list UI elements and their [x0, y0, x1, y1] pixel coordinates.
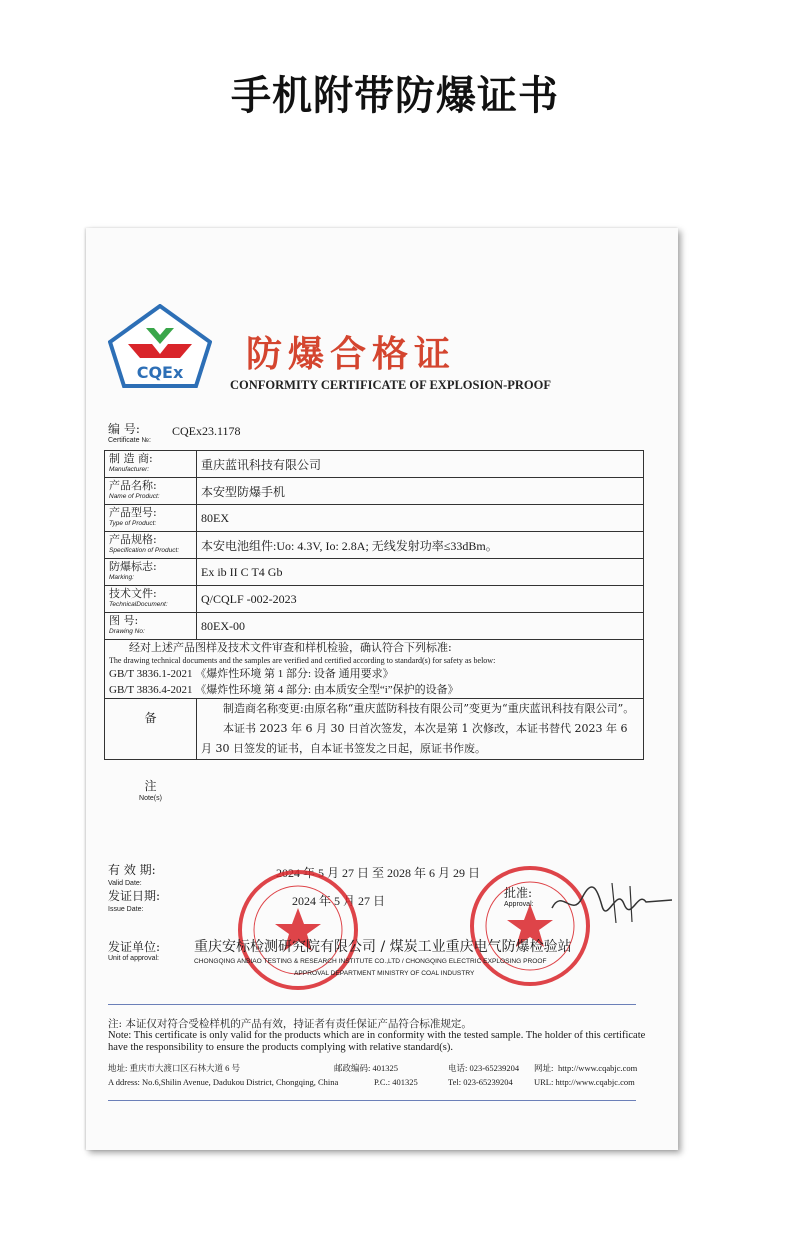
standards-intro-en: The drawing technical documents and the samples are verified and certified according to standard(s) for safety as below:: [109, 656, 496, 665]
footer-note: 注: 本证仅对符合受检样机的产品有效，持证者有责任保证产品符合标准规定。 Note: This certificate is only valid for the products which are in conformity with the tested sample. The holder of this certificate have the responsibility to ensure the products complying with relative standard(s).: [108, 1018, 646, 1053]
tech-doc-value: Q/CQLF -002-2023: [197, 586, 644, 613]
issuer-label: 发证单位: Unit of approval:: [108, 940, 161, 962]
cert-number-value: CQEx23.1178: [172, 424, 241, 438]
product-spec-value: 本安电池组件:Uo: 4.3V, Io: 2.8A; 无线发射功率≤33dBm。: [197, 532, 644, 559]
cert-number-label: 编 号: Certificate №:: [108, 422, 151, 444]
tel-en: Tel: 023-65239204: [448, 1077, 513, 1087]
certificate-title: 防爆合格证: [246, 334, 457, 375]
url-en: URL: http://www.cqabjc.com: [534, 1077, 635, 1087]
table-row: 产品名称: Name of Product: 本安型防爆手机: [105, 478, 644, 505]
divider: [108, 1004, 636, 1005]
table-row: 图 号: Drawing No: 80EX-00: [105, 613, 644, 640]
product-info-table: [104, 450, 644, 802]
signature: [542, 878, 682, 928]
url-cn: http://www.cqabjc.com: [558, 1063, 638, 1073]
standard-item: GB/T 3836.4-2021 《爆炸性环境 第 4 部分: 由本质安全型“i”保护的设备》: [109, 684, 459, 696]
issue-date-value: 2024 年 5 月 27 日: [292, 894, 386, 908]
certificate-document: CQEx 防爆合格证 CONFORMITY CERTIFICATE OF EXPLOSION-PROOF 编 号: Certificate №: CQEx23.1178 制 造 商: Manufacturer: 重庆蓝讯科技有限公司 产品名称: Name of Product: 本安型防爆手机 产品型号: Type of Product: 80EX 产品规格: Specification of Product: 本安电池组件:Uo: 4.3V, Io: 2.8A; 无线发射功率≤33dBm。 防爆标志: Marking: Ex ib II C T4 Gb 技术文件: TechnicalDocument: Q/CQLF -002-2023 图 号: Drawing No: 80EX-00 经对上述产品图样及技术文件审查和样机检验，确认符合下列标准: The drawing technical documents and the samples are verified and certified according to standard(s) for safety as below: GB/T 3836.1-2021 《爆炸性环境 第 1 部分: 设备 通用要求》 GB/T 3836.4-2021 《爆炸性环境 第 4 部分: 由本质安全型“i”保护的设备》 备 注 Note(s) 制造商名称变更:由原名称“重庆蓝防科技有限公司”变更为“重庆蓝讯科技有限公司”。 本证书 2023 年 6 月 30 日首次签发，本次是第 1 次修改，本证书替代 2023 年 6 月 30 日签发的证书，自本证书签发之日起，原证书作废。 有 效 期: Valid Date: 发证日期: Issue Date: 2024 年 5 月 27 日 至 2028 年 6 月 29 日 2024 年 5 月 27 日 批准: Approval: 发证单位: Unit of approval: 重庆安标检测研究院有限公司 / 煤炭工业重庆电气防爆检验站 CHONGQING ANBIAO TESTING & RESEARCH INSTITUTE CO.,LTD / CHONGQING ELECTRIC EXPLOSING PROOF APPROVAL DEPARTMENT MINISTRY OF COAL INDUSTRY 注: 本证仅对符合受检样机的产品有效，持证者有责任保证产品符合标准规定。 Note: This certificate is only valid for the products which are in conformity with the tested sample. The holder of this certificate have the responsibility to ensure the products complying with relative standard(s). 地址: 重庆市大渡口区石林大道 6 号 邮政编码: 401325 电话: 023-65239204 网址: http://www.cqabjc.com A ddress: No.6,Shilin Avenue, Dadukou District, Chongqing, China P.C.: 401325 Tel: 023-65239204 URL: http://www.cqabjc.com: [86, 228, 678, 1150]
issuer-name: 重庆安标检测研究院有限公司 / 煤炭工业重庆电气防爆检验站: [194, 939, 572, 955]
marking-value: Ex ib II C T4 Gb: [197, 559, 644, 586]
remarks-row: [105, 699, 644, 760]
postcode-en: P.C.: 401325: [374, 1077, 418, 1087]
address-cn: 地址: 重庆市大渡口区石林大道 6 号: [108, 1063, 240, 1073]
tel-cn: 电话: 023-65239204: [448, 1063, 520, 1073]
product-name-value: 本安型防爆手机: [197, 478, 644, 505]
divider: [108, 1100, 636, 1101]
manufacturer-value: 重庆蓝讯科技有限公司: [197, 451, 644, 478]
drawing-no-value: 80EX-00: [197, 613, 644, 640]
remarks-label: 备 注 Note(s): [105, 699, 197, 760]
postcode-cn: 邮政编码: 401325: [334, 1063, 398, 1073]
product-type-value: 80EX: [197, 505, 644, 532]
standards-intro: 经对上述产品图样及技术文件审查和样机检验，确认符合下列标准:: [129, 641, 452, 654]
standards-row: [105, 640, 644, 699]
issuer-name-en-2: APPROVAL DEPARTMENT MINISTRY OF COAL INDUSTRY: [294, 970, 475, 977]
url-label-cn: 网址:: [534, 1063, 554, 1073]
standard-item: GB/T 3836.1-2021 《爆炸性环境 第 1 部分: 设备 通用要求》: [109, 668, 394, 680]
table-row: 技术文件: TechnicalDocument: Q/CQLF -002-2023: [105, 586, 644, 613]
valid-date-value: 2024 年 5 月 27 日 至 2028 年 6 月 29 日: [276, 866, 481, 880]
table-row: 防爆标志: Marking: Ex ib II C T4 Gb: [105, 559, 644, 586]
address-en: A ddress: No.6,Shilin Avenue, Dadukou District, Chongqing, China: [108, 1077, 339, 1087]
page-title: 手机附带防爆证书: [231, 73, 559, 119]
issuer-name-en: CHONGQING ANBIAO TESTING & RESEARCH INSTITUTE CO.,LTD / CHONGQING ELECTRIC EXPLOSING PROOF: [194, 958, 547, 965]
table-row: 制 造 商: Manufacturer: 重庆蓝讯科技有限公司: [105, 451, 644, 478]
remarks-text: 制造商名称变更:由原名称“重庆蓝防科技有限公司”变更为“重庆蓝讯科技有限公司”。 本证书 2023 年 6 月 30 日首次签发，本次是第 1 次修改，本证书替代 2023 年 6 月 30 日签发的证书，自本证书签发之日起，原证书作废。: [197, 699, 644, 760]
cqex-logo: [108, 304, 212, 388]
approval-label: 批准: Approval:: [504, 886, 534, 908]
svg-text:CQEx: CQEx: [136, 363, 184, 382]
table-row: 产品规格: Specification of Product: 本安电池组件:Uo: 4.3V, Io: 2.8A; 无线发射功率≤33dBm。: [105, 532, 644, 559]
table-row: 产品型号: Type of Product: 80EX: [105, 505, 644, 532]
certificate-subtitle: CONFORMITY CERTIFICATE OF EXPLOSION-PROOF: [230, 378, 551, 392]
